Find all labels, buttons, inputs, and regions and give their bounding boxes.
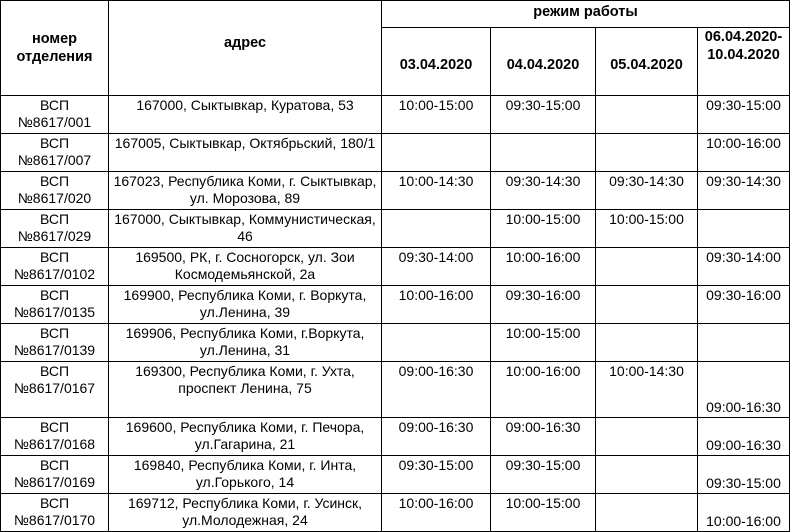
- table-row: [1, 172, 790, 210]
- hours-cell-date-2: 09:30-15:00: [491, 456, 596, 494]
- table-row: [1, 248, 790, 286]
- branch-cell: [1, 418, 109, 456]
- hours-cell-date-4: 09:00-16:30: [698, 418, 790, 456]
- address-cell: 167023, Республика Коми, г. Сыктывкар, ул. Морозова, 89: [109, 172, 382, 210]
- branch-prefix: ВСП: [39, 419, 70, 435]
- hours-cell-date-2: 10:00-15:00: [491, 210, 596, 248]
- branch-cell: [1, 324, 109, 362]
- branch-prefix: ВСП: [39, 173, 70, 189]
- branch-cell: [1, 134, 109, 172]
- hours-cell-date-3: 10:00-14:30: [596, 362, 698, 418]
- branch-prefix: ВСП: [39, 97, 70, 113]
- hours-cell-date-4: 09:30-14:30: [698, 172, 790, 210]
- branch-number: №8617/0167: [13, 380, 96, 396]
- hours-cell-date-2: 10:00-16:00: [491, 248, 596, 286]
- hours-cell-date-4: [698, 324, 790, 362]
- table-row: [1, 134, 790, 172]
- header-date-4: 06.04.2020-10.04.2020: [698, 28, 790, 96]
- hours-cell-date-2: 10:00-15:00: [491, 324, 596, 362]
- hours-cell-date-2: 09:30-14:30: [491, 172, 596, 210]
- address-cell: 169500, РК, г. Сосногорск, ул. Зои Космодемьянской, 2а: [109, 248, 382, 286]
- table-row: [1, 456, 790, 494]
- address-cell: 169900, Республика Коми, г. Воркута, ул.Ленина, 39: [109, 286, 382, 324]
- hours-cell-date-1: 09:30-15:00: [382, 456, 491, 494]
- hours-cell-date-3: 10:00-15:00: [596, 210, 698, 248]
- header-address: адрес: [109, 1, 382, 96]
- branch-number: №8617/0170: [13, 512, 96, 528]
- hours-cell-date-4: 10:00-16:00: [698, 134, 790, 172]
- address-cell: 169712, Республика Коми, г. Усинск, ул.Молодежная, 24: [109, 494, 382, 532]
- header-date-2: 04.04.2020: [491, 28, 596, 96]
- hours-cell-date-1: 09:00-16:30: [382, 362, 491, 418]
- address-cell: 169906, Республика Коми, г.Воркута, ул.Ленина, 31: [109, 324, 382, 362]
- header-branch-number: номер отделения: [1, 1, 109, 96]
- hours-cell-date-1: [382, 324, 491, 362]
- hours-cell-date-1: 09:00-16:30: [382, 418, 491, 456]
- branch-prefix: ВСП: [39, 495, 70, 511]
- branch-prefix: ВСП: [39, 457, 70, 473]
- hours-cell-date-1: 10:00-16:00: [382, 494, 491, 532]
- branch-prefix: ВСП: [39, 135, 70, 151]
- hours-cell-date-2: 09:00-16:30: [491, 418, 596, 456]
- branch-cell: [1, 362, 109, 418]
- branch-prefix: ВСП: [39, 249, 70, 265]
- branch-number: №8617/001: [17, 114, 92, 130]
- hours-cell-date-3: [596, 286, 698, 324]
- hours-cell-date-4: [698, 210, 790, 248]
- branch-cell: [1, 456, 109, 494]
- branch-prefix: ВСП: [39, 211, 70, 227]
- hours-cell-date-3: [596, 418, 698, 456]
- hours-cell-date-4: 09:30-15:00: [698, 456, 790, 494]
- branch-cell: [1, 210, 109, 248]
- hours-cell-date-3: [596, 324, 698, 362]
- address-cell: 169840, Республика Коми, г. Инта, ул.Горького, 14: [109, 456, 382, 494]
- branch-cell: [1, 248, 109, 286]
- hours-cell-date-1: [382, 210, 491, 248]
- branch-number: №8617/029: [17, 228, 92, 244]
- hours-cell-date-3: [596, 494, 698, 532]
- hours-cell-date-2: [491, 134, 596, 172]
- branch-cell: [1, 286, 109, 324]
- branch-number: №8617/0135: [13, 304, 96, 320]
- hours-cell-date-3: [596, 96, 698, 134]
- header-date-1: 03.04.2020: [382, 28, 491, 96]
- hours-cell-date-4: 09:00-16:30: [698, 362, 790, 418]
- branch-number: №8617/0139: [13, 342, 96, 358]
- table-row: [1, 324, 790, 362]
- branch-number: №8617/0102: [13, 266, 96, 282]
- address-cell: 169300, Республика Коми, г. Ухта, проспект Ленина, 75: [109, 362, 382, 418]
- branch-number: №8617/0169: [13, 474, 96, 490]
- branch-number: №8617/007: [17, 152, 92, 168]
- hours-cell-date-1: 10:00-14:30: [382, 172, 491, 210]
- table-row: [1, 286, 790, 324]
- address-cell: 167000, Сыктывкар, Куратова, 53: [109, 96, 382, 134]
- hours-cell-date-1: 10:00-15:00: [382, 96, 491, 134]
- hours-cell-date-4: 09:30-15:00: [698, 96, 790, 134]
- hours-cell-date-3: 09:30-14:30: [596, 172, 698, 210]
- branch-cell: [1, 96, 109, 134]
- table-row: [1, 418, 790, 456]
- hours-cell-date-4: 09:30-16:00: [698, 286, 790, 324]
- address-cell: 169600, Республика Коми, г. Печора, ул.Гагарина, 21: [109, 418, 382, 456]
- hours-cell-date-2: 10:00-16:00: [491, 362, 596, 418]
- header-schedule: режим работы: [382, 1, 790, 28]
- header-date-3: 05.04.2020: [596, 28, 698, 96]
- hours-cell-date-4: 09:30-14:00: [698, 248, 790, 286]
- hours-cell-date-2: 10:00-15:00: [491, 494, 596, 532]
- hours-cell-date-1: 09:30-14:00: [382, 248, 491, 286]
- hours-cell-date-1: 10:00-16:00: [382, 286, 491, 324]
- hours-cell-date-2: 09:30-16:00: [491, 286, 596, 324]
- hours-cell-date-4: 10:00-16:00: [698, 494, 790, 532]
- hours-cell-date-3: [596, 456, 698, 494]
- hours-cell-date-2: 09:30-15:00: [491, 96, 596, 134]
- address-cell: 167000, Сыктывкар, Коммунистическая, 46: [109, 210, 382, 248]
- branch-prefix: ВСП: [39, 363, 70, 379]
- branch-prefix: ВСП: [39, 287, 70, 303]
- table-row: [1, 96, 790, 134]
- address-cell: 167005, Сыктывкар, Октябрьский, 180/1: [109, 134, 382, 172]
- hours-cell-date-1: [382, 134, 491, 172]
- table-row: [1, 210, 790, 248]
- hours-cell-date-3: [596, 248, 698, 286]
- branch-cell: [1, 494, 109, 532]
- branch-cell: [1, 172, 109, 210]
- branch-number: №8617/0168: [13, 436, 96, 452]
- branch-prefix: ВСП: [39, 325, 70, 341]
- table-row: [1, 362, 790, 418]
- table-row: [1, 494, 790, 532]
- hours-cell-date-3: [596, 134, 698, 172]
- branch-number: №8617/020: [17, 190, 92, 206]
